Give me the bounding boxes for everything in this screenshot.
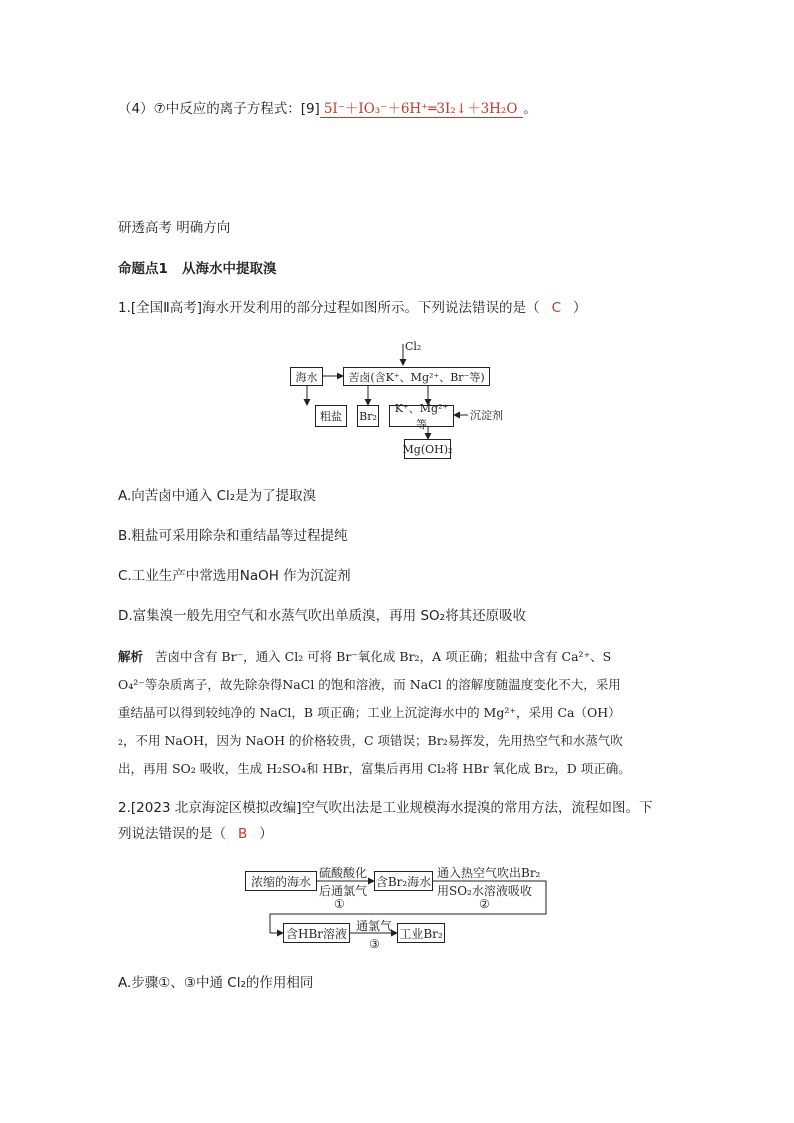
k-mg-box: K⁺、Mg²⁺等	[389, 405, 454, 427]
br2-seawater-box: 含Br₂海水	[374, 871, 433, 891]
explanation-text-1: 苦卤中含有 Br⁻，通入 Cl₂ 可将 Br⁻氧化成 Br₂，A 项正确；粗盐中含有 Ca²⁺、S	[154, 649, 612, 664]
q1-stem-prefix: 1.[全国Ⅱ高考]海水开发利用的部分过程如图所示。下列说法错误的是（	[118, 300, 540, 316]
q4-answer: 5I⁻＋IO₃⁻＋6H⁺═3I₂↓＋3H₂O	[320, 101, 524, 118]
step1-bottom: 后通氯气	[319, 884, 368, 898]
step3-num: ③	[369, 937, 380, 951]
q4-prefix: （4）⑦中反应的离子方程式：[9]	[118, 101, 320, 117]
q1-answer: C	[551, 300, 561, 316]
industrial-br2-box: 工业Br₂	[397, 923, 445, 943]
step2-bottom: 用SO₂水溶液吸收	[437, 884, 532, 898]
explanation-line-5: 出，再用 SO₂ 吸收，生成 H₂SO₄和 HBr，富集后再用 Cl₂将 HBr 氧化成 Br₂，D 项正确。	[118, 761, 631, 776]
q1-option-b: B.粗盐可采用除杂和重结晶等过程提纯	[118, 528, 348, 544]
explanation-line-3: 重结晶可以得到较纯净的 NaCl，B 项正确；工业上沉淀海水中的 Mg²⁺，采用 Ca（OH）	[118, 705, 621, 720]
q1-option-d: D.富集溴一般先用空气和水蒸气吹出单质溴，再用 SO₂将其还原吸收	[118, 608, 527, 624]
seawater-box: 海水	[290, 367, 323, 386]
hbr-solution-box: 含HBr溶液	[283, 923, 350, 943]
explanation-line-4: ₂，不用 NaOH，因为 NaOH 的价格较贵，C 项错误；Br₂易挥发，先用热空气和水蒸气吹	[118, 733, 623, 748]
bittern-box: 苦卤(含K⁺、Mg²⁺、Br⁻等)	[343, 367, 490, 386]
q2-answer: B	[238, 826, 248, 842]
q4-suffix: 。	[523, 101, 537, 117]
section-title: 研透高考 明确方向	[118, 220, 231, 236]
topic-label: 命题点1	[118, 261, 168, 277]
topic-title: 从海水中提取溴	[182, 261, 277, 277]
q2-stem-line1: 2.[2023 北京海淀区模拟改编]空气吹出法是工业规模海水提溴的常用方法，流程如图。下	[118, 800, 653, 816]
mgoh2-box: Mg(OH)₂	[404, 439, 451, 459]
step2-top: 通入热空气吹出Br₂	[437, 866, 541, 880]
explanation-label: 解析	[118, 649, 144, 664]
step2-num: ②	[479, 897, 490, 911]
q1-option-c: C.工业生产中常选用NaOH 作为沉淀剂	[118, 568, 351, 584]
q2-option-a: A.步骤①、③中通 Cl₂的作用相同	[118, 975, 314, 991]
cl2-label: Cl₂	[405, 340, 422, 353]
explanation-line-2: O₄²⁻等杂质离子，故先除杂得NaCl 的饱和溶液，而 NaCl 的溶解度随温度变化不大，采用	[118, 677, 621, 692]
q1-stem-suffix: ）	[573, 300, 587, 316]
step1-num: ①	[334, 897, 345, 911]
q2-stem-prefix: 列说法错误的是（	[118, 826, 226, 842]
br2-box: Br₂	[357, 405, 379, 427]
concentrated-seawater-box: 浓缩的海水	[245, 871, 317, 891]
step3-top: 通氯气	[356, 919, 393, 933]
crude-salt-box: 粗盐	[315, 405, 347, 427]
step1-top: 硫酸酸化	[319, 866, 368, 880]
q1-option-a: A.向苦卤中通入 Cl₂是为了提取溴	[118, 488, 317, 504]
q2-stem-suffix: ）	[259, 826, 273, 842]
precipitant-label: 沉淀剂	[470, 409, 503, 422]
